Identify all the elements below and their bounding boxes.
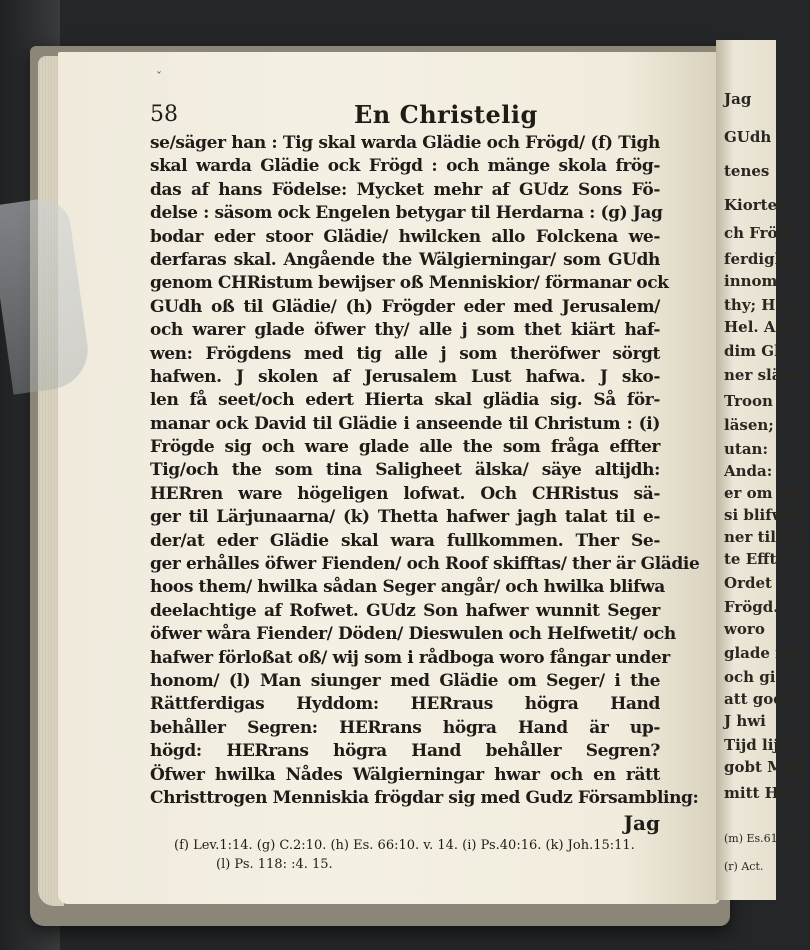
facing-page-fragment: Troon xyxy=(724,392,773,410)
text-line: honom/ (l) Man siunger med Glädie om Seger/ i the xyxy=(150,670,660,691)
text-line: och warer glade öfwer thy/ alle j som thet kiärt haf- xyxy=(150,320,660,341)
facing-page-fragment: dim Glä xyxy=(724,342,790,360)
facing-page-fragment: te Effter xyxy=(724,550,794,568)
footnotes xyxy=(150,836,660,874)
page-number: 58 xyxy=(150,102,178,127)
text-line: HERren ware högeligen lofwat. Och CHRistus sä- xyxy=(150,483,660,504)
text-line: das af hans Födelse: Mycket mehr af GUdz Sons Fö- xyxy=(150,179,660,200)
facing-page-fragment: (m) Es.61:10. v xyxy=(724,832,809,845)
facing-page-fragment: GUdh xyxy=(724,128,772,146)
text-line: GUdh oß til Glädie/ (h) Frögder eder med Jerusalem/ xyxy=(150,296,660,317)
facing-page-fragment: ner släde xyxy=(724,366,802,384)
text-line: behåller Segren: HERrans högra Hand är up- xyxy=(150,717,660,738)
text-line: bodar eder stoor Glädie/ hwilcken allo Folckena we- xyxy=(150,226,660,247)
pencil-mark: ˇ xyxy=(156,70,162,84)
facing-page-fragment: woro xyxy=(724,620,765,638)
text-line: skal warda Glädie ock Frögd : och mänge skola frög- xyxy=(150,156,660,177)
text-line: Frögde sig och ware glade alle the som fråga effter xyxy=(150,437,660,458)
facing-page-fragment: Frögd. xyxy=(724,598,779,616)
text-line: manar ock David til Glädie i anseende til Christum : (i) xyxy=(150,413,660,434)
facing-page-fragment: Tijd lijda xyxy=(724,736,800,754)
text-line: Christtrogen Menniskia frögdar sig med Gudz Försambling: xyxy=(150,787,699,808)
text-line: hafwen. J skolen af Jerusalem Lust hafwa. J sko- xyxy=(150,366,660,387)
facing-page-fragment: Hel. And xyxy=(724,318,797,336)
facing-page-fragment: si blifwer xyxy=(724,506,803,524)
text-line: högd: HERrans högra Hand behåller Segren? xyxy=(150,741,660,762)
facing-page-fragment: Anda: xyxy=(724,462,773,480)
facing-page-fragment: ner tilkän xyxy=(724,528,807,546)
footnote-line: (l) Ps. 118: :4. 15. xyxy=(216,857,333,873)
body-text xyxy=(150,132,700,810)
text-line: Tig/och the som tina Saligheet älska/ säye altijdh: xyxy=(150,460,660,481)
facing-page-fragment: Ordet xyxy=(724,574,772,592)
text-line: hoos them/ hwilka sådan Seger angår/ och hwilka blifwa xyxy=(150,577,665,598)
footnote-line: (f) Lev.1:14. (g) C.2:10. (h) Es. 66:10. v. 14. (i) Ps.40:16. (k) Joh.15:11. xyxy=(174,838,635,854)
page-header xyxy=(150,98,660,132)
facing-page-fragment: mitt Hier xyxy=(724,784,802,802)
facing-page-fragment: innom xyxy=(724,272,778,290)
text-line: delse : säsom ock Engelen betygar til Herdarna : (g) Jag xyxy=(150,203,663,224)
text-line: öfwer wåra Fiender/ Döden/ Dieswulen och Helfwetit/ och xyxy=(150,624,676,645)
facing-page-fragment: läsen; xyxy=(724,416,774,434)
facing-page-fragment: glade när xyxy=(724,644,804,662)
facing-page-fragment: Kiortel xyxy=(724,196,783,214)
facing-page-fragment: J hwi xyxy=(724,712,766,730)
facing-page-fragment: utan: xyxy=(724,440,768,458)
facing-page-fragment: att godt xyxy=(724,690,791,708)
facing-page-fragment: ferdighe xyxy=(724,250,796,268)
facing-page-fragment: Jag xyxy=(724,90,752,108)
text-line: se/säger han : Tig skal warda Glädie och Frögd/ (f) Tigh xyxy=(150,133,660,153)
catchword: Jag xyxy=(623,811,660,836)
text-line: hafwer förloßat oß/ wij som i rådboga woro fångar under xyxy=(150,647,670,668)
text-line: genom CHRistum bewijser oß Menniskior/ förmanar ock xyxy=(150,273,669,294)
text-line: ger erhålles öfwer Fienden/ och Roof skifftas/ ther är Glädie xyxy=(150,554,700,575)
page-content xyxy=(150,98,700,874)
text-line: deelachtige af Rofwet. GUdz Son hafwer wunnit Seger xyxy=(150,600,660,621)
facing-page-fragment: ch Frög xyxy=(724,224,789,242)
facing-page-fragment: thy; Hie xyxy=(724,296,791,314)
text-line: Rättferdigas Hyddom: HERraus högra Hand xyxy=(150,694,660,715)
text-line: derfaras skal. Angående the Wälgierningar/ som GUdh xyxy=(150,249,660,270)
facing-page-fragment: (r) Act. xyxy=(724,860,764,873)
text-line: len få seet/och edert Hierta skal glädia sig. Så för- xyxy=(150,390,660,411)
facing-page-fragment: och gi xyxy=(724,668,776,686)
text-line: wen: Frögdens med tig alle j som theröfwer sörgt xyxy=(150,343,660,364)
facing-page-fragment: tenes xyxy=(724,162,770,180)
running-title: En Christelig xyxy=(354,100,538,129)
text-line: der/at eder Glädie skal wara fullkommen. Ther Se- xyxy=(150,530,660,551)
facing-page xyxy=(716,40,810,900)
text-line: ger til Lärjunaarna/ (k) Thetta hafwer jagh talat til e- xyxy=(150,507,660,528)
facing-page-fragment: er om wij xyxy=(724,484,802,502)
text-line: Öfwer hwilka Nådes Wälgierningar hwar och en rätt xyxy=(150,764,660,785)
facing-page-fragment: gobt Mod/ xyxy=(724,758,810,776)
